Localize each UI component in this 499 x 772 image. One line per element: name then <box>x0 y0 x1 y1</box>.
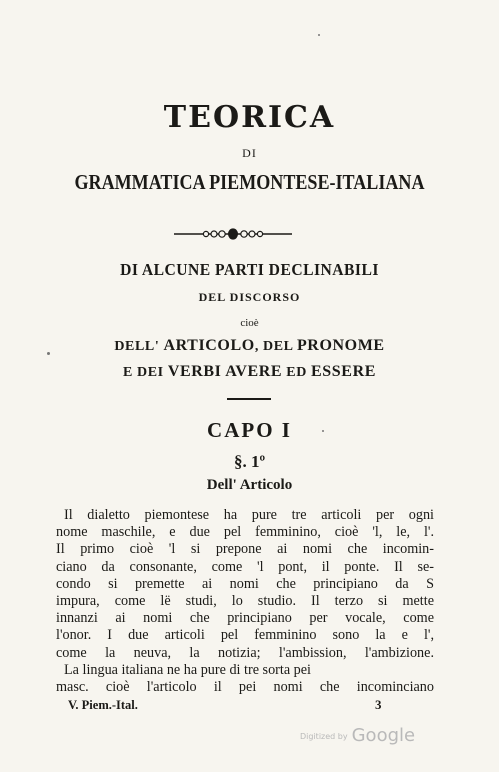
paper-speck <box>47 352 50 355</box>
body-line: l'onor. I due articoli pel femminino sono la e l', <box>56 627 434 644</box>
topic-connector: , DEL <box>254 339 297 354</box>
section-subheading: DEL DISCORSO <box>198 290 301 304</box>
section-topics-line-1 <box>0 337 499 355</box>
topic-prefix: E DEI <box>122 365 168 380</box>
body-line: ciano da consonante, come 'l pont, il ponte. Il se- <box>56 558 434 575</box>
signature-mark: V. Piem.-Ital. <box>68 698 138 712</box>
section-heading: DI ALCUNE PARTI DECLINABILI <box>120 260 379 279</box>
body-line: masc. cioè l'articolo il pei nomi che incominciano <box>56 678 434 695</box>
section-rule <box>227 398 271 400</box>
body-line: Il dialetto piemontese ha pure tre articoli per ogni <box>64 507 434 523</box>
digitization-watermark <box>300 725 415 746</box>
watermark-brand: Google <box>351 725 416 746</box>
topic-pronome: PRONOME <box>296 337 385 354</box>
topic-connector: ED <box>282 365 312 380</box>
body-line: innanzi ai nomi che principiano per vocale, come <box>56 610 434 627</box>
ornament-divider <box>174 228 292 240</box>
topic-verbi-avere: VERBI AVERE <box>167 363 283 380</box>
section-connector: cioè <box>240 317 259 329</box>
paper-speck <box>318 34 320 36</box>
paragraph-number: §. 1º <box>233 452 266 471</box>
book-title: TEORICA <box>163 100 336 135</box>
body-line: come la neuva, la notizia; l'ambission, l'ambizione. <box>56 644 434 661</box>
topic-prefix: DELL' <box>114 339 164 354</box>
body-line: nome maschile, e due pel femminino, cioè 'l, le, l'. <box>56 524 434 541</box>
body-line: condo si premette ai nomi che principiano da S <box>56 575 434 592</box>
body-line: Il primo cioè 'l si prepone ai nomi che incomin- <box>56 541 434 558</box>
body-line: La lingua italiana ne ha pure di tre sorta pei <box>64 661 311 678</box>
body-line: impura, come lë studi, lo studio. Il terzo si mette <box>56 592 434 609</box>
section-topics-line-2 <box>0 363 499 381</box>
chapter-heading: CAPO I <box>207 418 292 442</box>
watermark-prefix: Digitized by <box>300 731 348 741</box>
page-number: 3 <box>375 697 382 712</box>
body-paragraphs <box>56 507 434 696</box>
paragraph-title: Dell' Articolo <box>206 477 293 493</box>
book-subtitle: GRAMMATICA PIEMONTESE-ITALIANA <box>74 170 425 194</box>
topic-essere: ESSERE <box>311 363 376 380</box>
title-connector: DI <box>242 146 257 160</box>
topic-articolo: ARTICOLO <box>163 337 255 354</box>
paper-speck <box>322 430 324 432</box>
